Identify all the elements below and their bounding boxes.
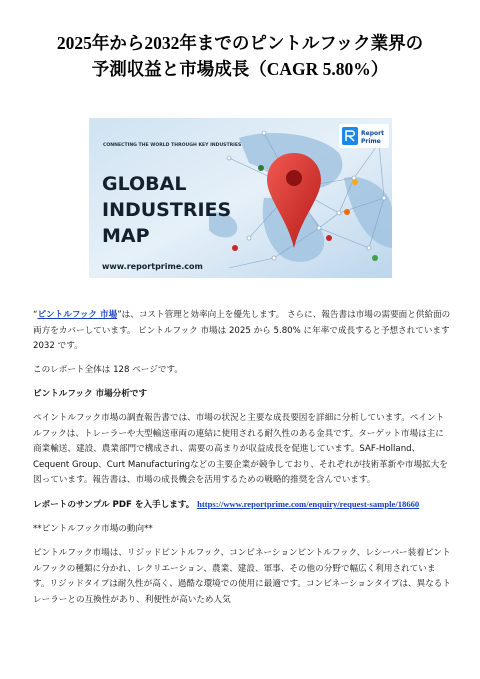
trends-heading: **ピントルフック市場の動向** (33, 524, 153, 534)
logo-line-1: Report (361, 130, 384, 137)
sample-paragraph (33, 497, 451, 514)
banner-heading-line-3: MAP (102, 225, 150, 247)
pages-note: このレポート全体は 128 ページです。 (33, 365, 183, 375)
intro-quote-open: “ (33, 310, 38, 320)
report-prime-logo (339, 124, 389, 148)
banner-image (89, 118, 392, 278)
analysis-heading: ピントルフック 市場分析です (33, 389, 148, 399)
document-title (24, 30, 456, 82)
title-line-1: 2025年から2032年までのピントルフック業界の (56, 33, 424, 53)
title-line-2: 予測収益と市場成長（CAGR 5.80%） (91, 59, 389, 79)
sample-label: レポートのサンプル PDF を入手します。 (33, 500, 195, 510)
market-link[interactable]: ピントルフック 市場 (37, 310, 118, 320)
banner-url: www.reportprime.com (102, 262, 203, 271)
trends-paragraph: ピントルフック市場は、リジッドピントルフック、コンビネーションピントルフック、レシーバー装着ピントルフックの種類に分かれ、レクリエーション、農業、建設、軍事、その他の分野で幅広く利用されています。リジッドタイプは耐久性が高く、過酷な環境での使用に最適です。コンビネーションタイプは、異なるトレーラーとの互換性があり、利便性が高いため人気 (33, 548, 451, 605)
intro-paragraph (33, 308, 451, 355)
banner-heading-line-1: GLOBAL (102, 173, 187, 195)
sample-request-link[interactable]: https://www.reportprime.com/enquiry/request-sample/18660 (197, 499, 420, 509)
document-body (33, 308, 451, 617)
banner-heading-line-2: INDUSTRIES (102, 199, 232, 221)
logo-line-2: Prime (361, 138, 381, 145)
analysis-paragraph: ペイントルフック市場の調査報告書では、市場の状況と主要な成長要因を詳細に分析しています。ペイントルフックは、トレーラーや大型輸送車両の連結に使用される耐久性のある金具です。ターゲット市場は主に商業輸送、建設、農業部門で構成され、需要の高まりが収益成長を促進しています。SAF-Holland、Cequent Group、Curt Manufacturingなどの主要企業が競争しており、それぞれが技術革新や市場拡大を図っています。報告書は、市場の成長機会を活用するための戦略的推奨を含んでいます。 (33, 413, 448, 485)
banner-tagline: CONNECTING THE WORLD THROUGH KEY INDUSTRIES (103, 143, 242, 148)
intro-text: ”は、コスト管理と効率向上を優先します。 さらに、報告書は市場の需要面と供給面の両方をカバーしています。 ピントルフック 市場は 2025 から 5.80% に年率で成長すると予想されています2032 です。 (33, 310, 451, 351)
